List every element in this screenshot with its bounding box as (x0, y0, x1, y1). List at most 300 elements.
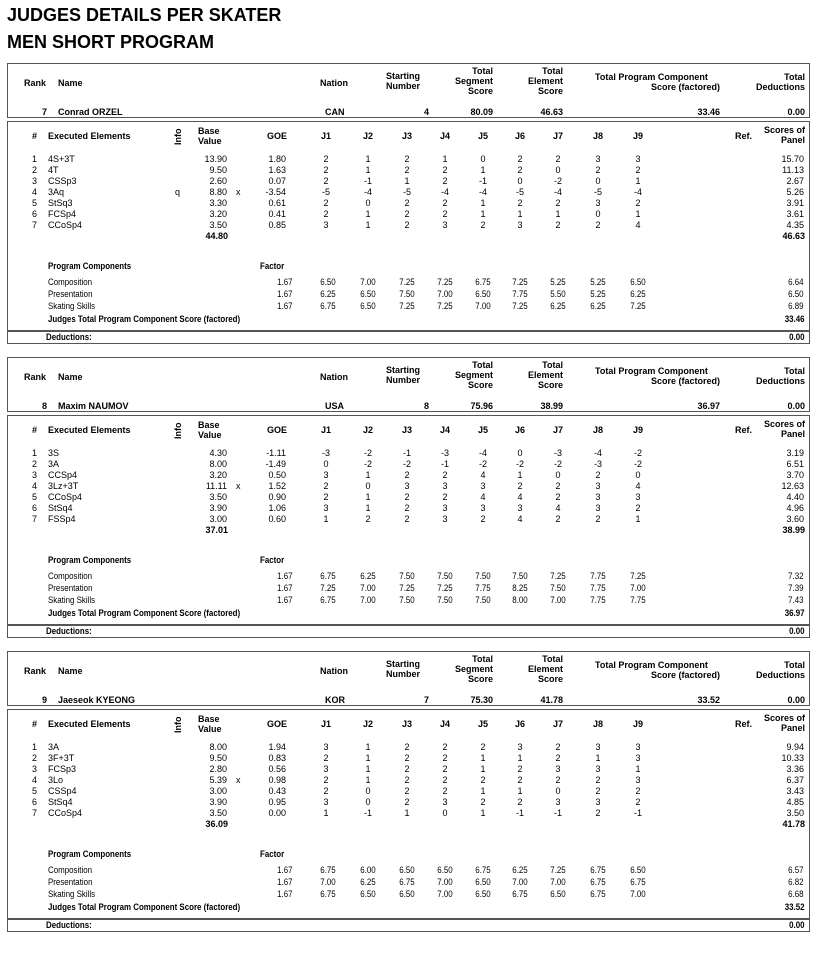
component-name: Presentation (48, 289, 93, 299)
judge-goe-3: -2 (402, 459, 411, 469)
element-number: 2 (32, 459, 38, 469)
judge-component-7: 7.00 (550, 595, 566, 605)
element-code: 4S+3T (48, 154, 75, 164)
element-row (8, 492, 808, 503)
element-row (8, 459, 808, 470)
judge-goe-5: 2 (480, 220, 486, 230)
element-code: 4T (48, 165, 59, 175)
tes-header-2: Element (527, 370, 563, 380)
goe-value: -3.54 (265, 187, 286, 197)
judge-goe-2: 2 (365, 514, 371, 524)
judge-goe-9: 1 (635, 764, 641, 774)
judge-component-4: 7.00 (437, 877, 453, 887)
judge-header-2: J2 (362, 425, 373, 435)
component-score: 7.43 (788, 595, 804, 605)
judge-component-5: 6.50 (475, 289, 491, 299)
judge-goe-4: 2 (442, 753, 448, 763)
element-number: 6 (32, 503, 38, 513)
judge-component-5: 6.50 (475, 877, 491, 887)
element-code: 3Lz+3T (48, 481, 79, 491)
goe-value: -1.11 (266, 448, 286, 458)
judge-goe-8: -5 (593, 187, 602, 197)
component-name: Skating Skills (48, 889, 96, 899)
skater-card (7, 357, 813, 647)
judge-goe-2: 1 (365, 220, 371, 230)
judge-component-1: 6.75 (320, 595, 336, 605)
judge-header-8: J8 (592, 131, 603, 141)
judge-goe-7: 3 (555, 764, 561, 774)
deductions-value: 0.00 (787, 107, 805, 117)
element-code: FCSp4 (48, 209, 77, 219)
judge-goe-6: 3 (517, 220, 523, 230)
component-row (8, 301, 808, 313)
judge-component-2: 6.50 (360, 289, 376, 299)
judge-goe-3: 2 (404, 775, 410, 785)
judge-header-5: J5 (477, 425, 488, 435)
judge-component-8: 7.75 (590, 595, 606, 605)
element-number: 4 (32, 481, 38, 491)
deductions-row (7, 625, 810, 638)
judge-header-3: J3 (401, 425, 412, 435)
judge-goe-8: 3 (595, 764, 601, 774)
judge-goe-4: -1 (440, 459, 449, 469)
judge-goe-4: 3 (442, 503, 448, 513)
name-header: Name (58, 372, 83, 382)
page-title: JUDGES DETAILS PER SKATER (7, 5, 282, 25)
judge-goe-5: 4 (480, 492, 486, 502)
judge-goe-8: 2 (595, 786, 601, 796)
judge-header-7: J7 (552, 131, 563, 141)
component-name: Composition (48, 571, 93, 581)
judge-component-1: 6.50 (320, 277, 336, 287)
judge-goe-4: 2 (442, 775, 448, 785)
element-code: CCoSp4 (48, 808, 83, 818)
judge-header-3: J3 (401, 131, 412, 141)
element-number: 3 (32, 470, 38, 480)
tes-header-3: Score (537, 86, 563, 96)
judges-total-pcs-label: Judges Total Program Component Score (factored) (48, 608, 241, 618)
tss-header: Total (472, 360, 493, 370)
judge-component-3: 7.50 (399, 571, 415, 581)
judge-component-7: 6.50 (550, 889, 566, 899)
tes-header: Total (542, 360, 563, 370)
tes-header: Total (542, 66, 563, 76)
ref-header: Ref. (735, 131, 753, 141)
tss-header-2: Segment (454, 370, 493, 380)
rank-value: 7 (42, 107, 48, 117)
judge-component-7: 6.25 (550, 301, 566, 311)
judge-goe-8: 0 (595, 209, 601, 219)
judges-total-pcs-value: 33.52 (785, 902, 805, 912)
judge-goe-1: -5 (321, 187, 330, 197)
element-number-header: # (32, 131, 38, 141)
judge-goe-2: 0 (365, 481, 371, 491)
nation-value: USA (325, 401, 345, 411)
component-row (8, 277, 808, 289)
judge-component-3: 6.75 (399, 877, 415, 887)
component-factor: 1.67 (277, 595, 293, 605)
judge-goe-5: 3 (480, 481, 486, 491)
pcs-header: Total Program Component (595, 72, 708, 82)
element-code: 3F+3T (48, 753, 75, 763)
judge-goe-1: 0 (323, 459, 329, 469)
base-value: 3.50 (209, 492, 227, 502)
page-subtitle: MEN SHORT PROGRAM (7, 32, 214, 52)
base-value: 3.50 (209, 220, 227, 230)
element-row (8, 503, 808, 514)
judge-goe-8: 1 (595, 753, 601, 763)
judge-goe-9: 2 (635, 503, 641, 513)
factor-header: Factor (260, 849, 285, 859)
tss-header: Total (472, 654, 493, 664)
element-code: FSSp4 (48, 514, 76, 524)
judge-component-7: 7.25 (550, 571, 566, 581)
judge-component-8: 6.75 (590, 877, 606, 887)
judge-goe-8: 2 (595, 470, 601, 480)
base-value: 8.80 (209, 187, 227, 197)
judge-goe-8: 3 (595, 198, 601, 208)
judge-goe-7: 3 (555, 797, 561, 807)
component-factor: 1.67 (277, 289, 293, 299)
judge-goe-4: 2 (442, 209, 448, 219)
deductions-header-2: Deductions (755, 670, 805, 680)
judge-goe-2: 0 (365, 198, 371, 208)
judge-component-4: 7.25 (437, 301, 453, 311)
judge-goe-9: -2 (633, 459, 642, 469)
judge-goe-7: 2 (555, 775, 561, 785)
judge-component-6: 7.25 (512, 277, 528, 287)
element-number: 4 (32, 775, 38, 785)
element-number: 7 (32, 808, 38, 818)
judge-component-3: 6.50 (399, 865, 415, 875)
judge-goe-3: 2 (404, 742, 410, 752)
rank-header: Rank (24, 78, 47, 88)
judge-component-9: 6.25 (630, 289, 646, 299)
judge-goe-2: 1 (365, 742, 371, 752)
info-header: Info (173, 128, 183, 145)
element-code: CCoSp4 (48, 492, 83, 502)
scores-of-panel-header-2: Panel (780, 135, 805, 145)
judge-goe-2: 1 (365, 775, 371, 785)
judge-goe-4: -3 (440, 448, 449, 458)
elements-panel-total: 38.99 (782, 525, 805, 535)
factor-header: Factor (260, 261, 285, 271)
judge-goe-8: 2 (595, 514, 601, 524)
element-number: 5 (32, 786, 38, 796)
scores-of-panel-header: Scores of (763, 419, 805, 429)
judge-component-8: 6.75 (590, 865, 606, 875)
component-factor: 1.67 (277, 571, 293, 581)
deductions-header: Total (784, 72, 805, 82)
judge-goe-8: 2 (595, 220, 601, 230)
judge-goe-2: 1 (365, 503, 371, 513)
goe-header: GOE (266, 425, 287, 435)
judge-goe-8: 3 (595, 492, 601, 502)
judge-goe-5: 1 (480, 764, 486, 774)
judges-total-pcs-label: Judges Total Program Component Score (factored) (48, 902, 241, 912)
element-number: 7 (32, 514, 38, 524)
judge-goe-1: 2 (323, 786, 329, 796)
judge-goe-8: 2 (595, 808, 601, 818)
skater-header (7, 63, 810, 118)
panel-score: 6.51 (786, 459, 804, 469)
judge-goe-5: -2 (478, 459, 487, 469)
base-value-total: 36.09 (205, 819, 228, 829)
program-components-header: Program Components (48, 555, 132, 565)
judge-goe-3: 3 (404, 481, 410, 491)
starting-number-value: 8 (423, 401, 429, 411)
judge-component-9: 7.75 (630, 595, 646, 605)
judge-component-6: 7.50 (512, 571, 528, 581)
judge-goe-7: 2 (555, 742, 561, 752)
judge-goe-4: 3 (442, 220, 448, 230)
component-factor: 1.67 (277, 277, 293, 287)
rank-header: Rank (24, 372, 47, 382)
component-row (8, 571, 808, 583)
goe-value: 0.60 (268, 514, 286, 524)
judge-goe-2: 0 (365, 786, 371, 796)
judge-component-6: 7.75 (512, 289, 528, 299)
judge-goe-5: 2 (480, 742, 486, 752)
judge-header-2: J2 (362, 131, 373, 141)
component-factor: 1.67 (277, 301, 293, 311)
tss-header-3: Score (467, 86, 493, 96)
elements-panel (7, 709, 810, 919)
judge-header-1: J1 (320, 719, 331, 729)
element-code: CCoSp4 (48, 220, 83, 230)
judge-goe-4: 3 (442, 797, 448, 807)
judge-goe-4: 0 (442, 808, 448, 818)
judge-component-1: 6.75 (320, 301, 336, 311)
element-number: 1 (32, 448, 38, 458)
judge-goe-9: 1 (635, 209, 641, 219)
scores-of-panel-header-2: Panel (780, 429, 805, 439)
judge-goe-1: 3 (323, 742, 329, 752)
judge-component-9: 7.00 (630, 583, 646, 593)
pcs-header: Total Program Component (595, 660, 708, 670)
skater-name: Conrad ORZEL (58, 107, 123, 117)
elements-panel (7, 121, 810, 331)
judge-goe-2: -1 (363, 808, 372, 818)
judge-component-6: 7.25 (512, 301, 528, 311)
judge-goe-2: -4 (363, 187, 372, 197)
judge-header-1: J1 (320, 425, 331, 435)
pcs-header: Total Program Component (595, 366, 708, 376)
judge-goe-1: 3 (323, 764, 329, 774)
judge-component-5: 6.75 (475, 865, 491, 875)
elements-panel (7, 415, 810, 625)
element-number: 6 (32, 209, 38, 219)
elements-panel-total: 41.78 (782, 819, 805, 829)
judge-goe-2: -1 (363, 176, 372, 186)
judge-component-4: 7.50 (437, 571, 453, 581)
base-value: 5.39 (209, 775, 227, 785)
deductions-row (7, 919, 810, 932)
base-value: 3.00 (209, 786, 227, 796)
element-code: 3S (48, 448, 60, 458)
judge-goe-9: 0 (635, 470, 641, 480)
judge-component-2: 6.00 (360, 865, 376, 875)
component-score: 7.39 (788, 583, 804, 593)
judge-goe-2: 1 (365, 470, 371, 480)
element-code: StSq4 (48, 797, 73, 807)
component-score: 7.32 (788, 571, 804, 581)
judge-goe-3: 2 (404, 764, 410, 774)
judge-goe-6: -5 (515, 187, 524, 197)
element-row (8, 481, 808, 492)
judge-goe-6: 3 (517, 503, 523, 513)
judge-header-9: J9 (632, 425, 643, 435)
judge-goe-4: 2 (442, 492, 448, 502)
panel-score: 3.50 (786, 808, 804, 818)
judge-goe-4: 3 (442, 481, 448, 491)
goe-value: 0.85 (268, 220, 286, 230)
element-row (8, 165, 808, 176)
judge-goe-8: 3 (595, 797, 601, 807)
element-row (8, 176, 808, 187)
deductions-total: 0.00 (789, 920, 805, 930)
judge-goe-8: -4 (593, 448, 602, 458)
judge-goe-6: 0 (517, 176, 523, 186)
judge-goe-1: 1 (323, 808, 329, 818)
skater-name: Maxim NAUMOV (58, 401, 129, 411)
judges-total-pcs-value: 33.46 (785, 314, 805, 324)
judge-goe-3: 2 (404, 492, 410, 502)
judge-goe-5: 2 (480, 514, 486, 524)
tes-header-2: Element (527, 76, 563, 86)
panel-score: 12.63 (781, 481, 804, 491)
judge-component-8: 7.75 (590, 571, 606, 581)
program-components-header: Program Components (48, 849, 132, 859)
judge-component-1: 6.25 (320, 289, 336, 299)
panel-score: 4.96 (786, 503, 804, 513)
judge-component-1: 6.75 (320, 889, 336, 899)
nation-value: KOR (325, 695, 345, 705)
goe-value: 1.94 (268, 742, 286, 752)
judge-goe-5: -4 (478, 187, 487, 197)
judge-goe-2: 0 (365, 797, 371, 807)
judge-header-4: J4 (439, 719, 450, 729)
goe-value: 0.90 (268, 492, 286, 502)
judge-goe-3: 2 (404, 198, 410, 208)
judge-goe-8: 2 (595, 165, 601, 175)
panel-score: 3.91 (786, 198, 804, 208)
panel-score: 3.19 (786, 448, 804, 458)
base-value-header-2: Value (198, 136, 222, 146)
component-name: Skating Skills (48, 595, 96, 605)
element-code: 3Aq (48, 187, 65, 197)
judge-component-5: 6.75 (475, 277, 491, 287)
judge-goe-9: 2 (635, 165, 641, 175)
judge-goe-4: 2 (442, 470, 448, 480)
judge-component-8: 6.75 (590, 889, 606, 899)
judge-component-7: 5.25 (550, 277, 566, 287)
judge-goe-6: 2 (517, 775, 523, 785)
element-number: 5 (32, 198, 38, 208)
judge-goe-5: 1 (480, 198, 486, 208)
pcs-header-2: Score (factored) (650, 376, 720, 386)
element-number: 3 (32, 764, 38, 774)
judge-header-8: J8 (592, 719, 603, 729)
starting-number-header: Starting (386, 659, 421, 669)
goe-value: 1.06 (268, 503, 286, 513)
judge-component-9: 7.00 (630, 889, 646, 899)
judge-goe-6: 2 (517, 154, 523, 164)
base-value: 3.90 (209, 797, 227, 807)
deductions-header: Total (784, 660, 805, 670)
base-value: 9.50 (209, 165, 227, 175)
base-value: 8.00 (209, 459, 227, 469)
deductions-header-2: Deductions (755, 82, 805, 92)
element-row (8, 797, 808, 808)
judge-goe-9: -2 (633, 448, 642, 458)
judge-goe-6: -1 (515, 808, 524, 818)
base-value: 3.20 (209, 470, 227, 480)
judge-goe-7: 2 (555, 514, 561, 524)
judge-goe-4: 2 (442, 198, 448, 208)
name-header: Name (58, 666, 83, 676)
nation-header: Nation (320, 372, 348, 382)
goe-value: -1.49 (265, 459, 286, 469)
element-code: FCSp3 (48, 764, 77, 774)
goe-value: 0.43 (268, 786, 286, 796)
judge-component-4: 7.25 (437, 583, 453, 593)
judge-goe-3: 1 (404, 808, 410, 818)
judge-goe-4: 2 (442, 165, 448, 175)
base-value-header-2: Value (198, 724, 222, 734)
judge-goe-6: 2 (517, 198, 523, 208)
panel-score: 3.61 (786, 209, 804, 219)
skater-header (7, 357, 810, 412)
component-row (8, 583, 808, 595)
element-number: 3 (32, 176, 38, 186)
deductions-value: 0.00 (787, 401, 805, 411)
skater-name: Jaeseok KYEONG (58, 695, 136, 705)
component-score: 6.64 (788, 277, 804, 287)
tss-value: 75.30 (470, 695, 493, 705)
base-value: 3.00 (209, 514, 227, 524)
element-number: 1 (32, 742, 38, 752)
tss-header-3: Score (467, 674, 493, 684)
executed-elements-header: Executed Elements (48, 131, 131, 141)
judge-goe-1: -3 (321, 448, 330, 458)
panel-score: 10.33 (781, 753, 804, 763)
judge-goe-5: -4 (478, 448, 487, 458)
component-row (8, 289, 808, 301)
component-score: 6.68 (788, 889, 804, 899)
panel-score: 3.70 (786, 470, 804, 480)
base-value-header-2: Value (198, 430, 222, 440)
judge-goe-4: 2 (442, 742, 448, 752)
judge-goe-9: 3 (635, 742, 641, 752)
judge-component-4: 7.00 (437, 289, 453, 299)
judge-goe-6: 1 (517, 470, 523, 480)
judge-goe-1: 2 (323, 209, 329, 219)
judge-goe-5: 0 (480, 154, 486, 164)
judge-goe-9: 4 (635, 481, 641, 491)
judge-component-5: 7.50 (475, 571, 491, 581)
judge-component-7: 7.25 (550, 865, 566, 875)
judge-component-5: 7.75 (475, 583, 491, 593)
judge-goe-3: 2 (404, 786, 410, 796)
judge-goe-7: 2 (555, 154, 561, 164)
info-header: Info (173, 422, 183, 439)
judge-component-1: 6.75 (320, 865, 336, 875)
component-score: 6.50 (788, 289, 804, 299)
judge-component-3: 7.25 (399, 301, 415, 311)
deductions-label: Deductions: (46, 332, 92, 342)
judge-goe-7: 1 (555, 209, 561, 219)
